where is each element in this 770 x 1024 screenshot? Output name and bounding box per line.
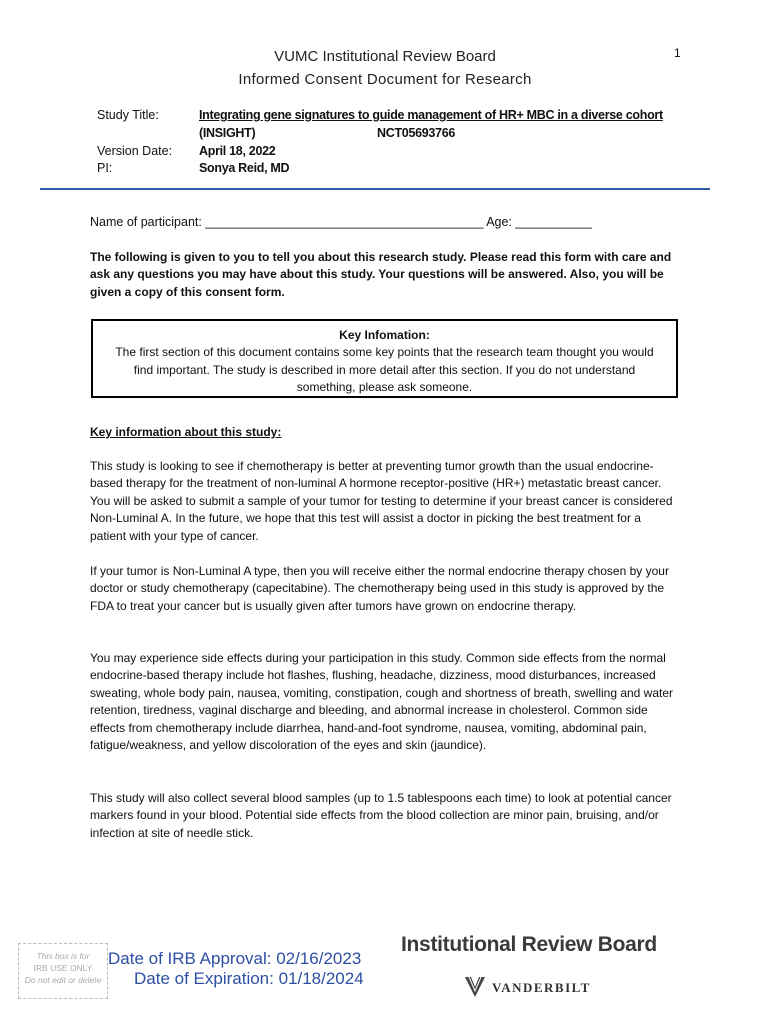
pi-value: Sonya Reid, MD	[199, 161, 290, 175]
irb-approval-date: Date of IRB Approval: 02/16/2023	[108, 949, 362, 968]
paragraph-2: If your tumor is Non-Luminal A type, then you will receive either the normal endocrine therapy chosen by your doctor or study chemotherapy (capecitabine). The chemotherapy being used in this study is approved by the FDA to treat your cancer but is usually given after tumors have grown on endocrine therapy.	[90, 564, 669, 613]
header-divider	[40, 188, 710, 190]
version-date-value: April 18, 2022	[199, 144, 276, 158]
intro-text: The following is given to you to tell you about this research study. Please read this form with care and ask any questions you may have about this study. Your questions will be answered. Also, you will be given a copy of this consent form.	[90, 250, 672, 299]
nct-number: NCT05693766	[377, 126, 456, 140]
key-info-heading: Key information about this study:	[90, 425, 282, 439]
version-date-label: Version Date:	[97, 144, 173, 158]
key-information-box	[91, 319, 678, 398]
key-box-text: The first section of this document contains some key points that the research team thought you would find important. The study is described in more detail after this section. If you do not understand something, please ask someone.	[115, 345, 654, 395]
participant-line: Name of participant: ________________________________________ Age: ___________	[90, 215, 592, 229]
header-title: VUMC Institutional Review Board	[274, 48, 496, 65]
key-box-title: Key Infomation:	[339, 328, 430, 342]
irb-expiration-date: Date of Expiration: 01/18/2024	[134, 969, 364, 988]
irb-use-only-box: This box is for IRB USE ONLY Do not edit or delete	[18, 943, 108, 999]
paragraph-1: This study is looking to see if chemotherapy is better at preventing tumor growth than the usual endocrine-based therapy for the treatment of non-luminal A hormone receptor-positive (HR+) metastatic breast cancer. You will be asked to submit a sample of your tumor for testing to determine if your breast cancer is considered Non-Luminal A. In the future, we hope that this test will assist a doctor in picking the best treatment for a patient with your type of cancer.	[90, 459, 673, 543]
vanderbilt-wordmark: VANDERBILT	[492, 980, 591, 995]
header-subtitle: Informed Consent Document for Research	[238, 71, 532, 88]
pi-label: PI:	[97, 161, 113, 175]
page-number: 1	[674, 46, 681, 60]
paragraph-3: You may experience side effects during your participation in this study. Common side effects from the normal endocrine-based therapy include hot flashes, flushing, headache, dizziness, mood disturbances, increased sweating, whole body pain, nausea, vomiting, constipation, cough and shortness of breath, swelling and water retention, tiredness, vaginal discharge and bleeding, and abnormal increase in cholesterol. Common side effects from chemotherapy include diarrhea, hand-and-foot syndrome, nausea, vomiting, abdominal pain, fatigue/weakness, and yellow discoloration of the eyes and skin (jaundice).	[90, 651, 674, 753]
study-acronym: (INSIGHT)	[199, 126, 256, 140]
study-title-value: Integrating gene signatures to guide management of HR+ MBC in a diverse cohort	[199, 108, 663, 122]
paragraph-4: This study will also collect several blood samples (up to 1.5 tablespoons each time) to look at potential cancer markers found in your blood. Potential side effects from the blood collection are minor pain, bruising, and/or infection at site of needle stick.	[90, 791, 672, 840]
irb-name: Institutional Review Board	[401, 933, 657, 956]
vanderbilt-logo-icon	[464, 975, 486, 999]
study-title-label: Study Title:	[97, 108, 159, 122]
